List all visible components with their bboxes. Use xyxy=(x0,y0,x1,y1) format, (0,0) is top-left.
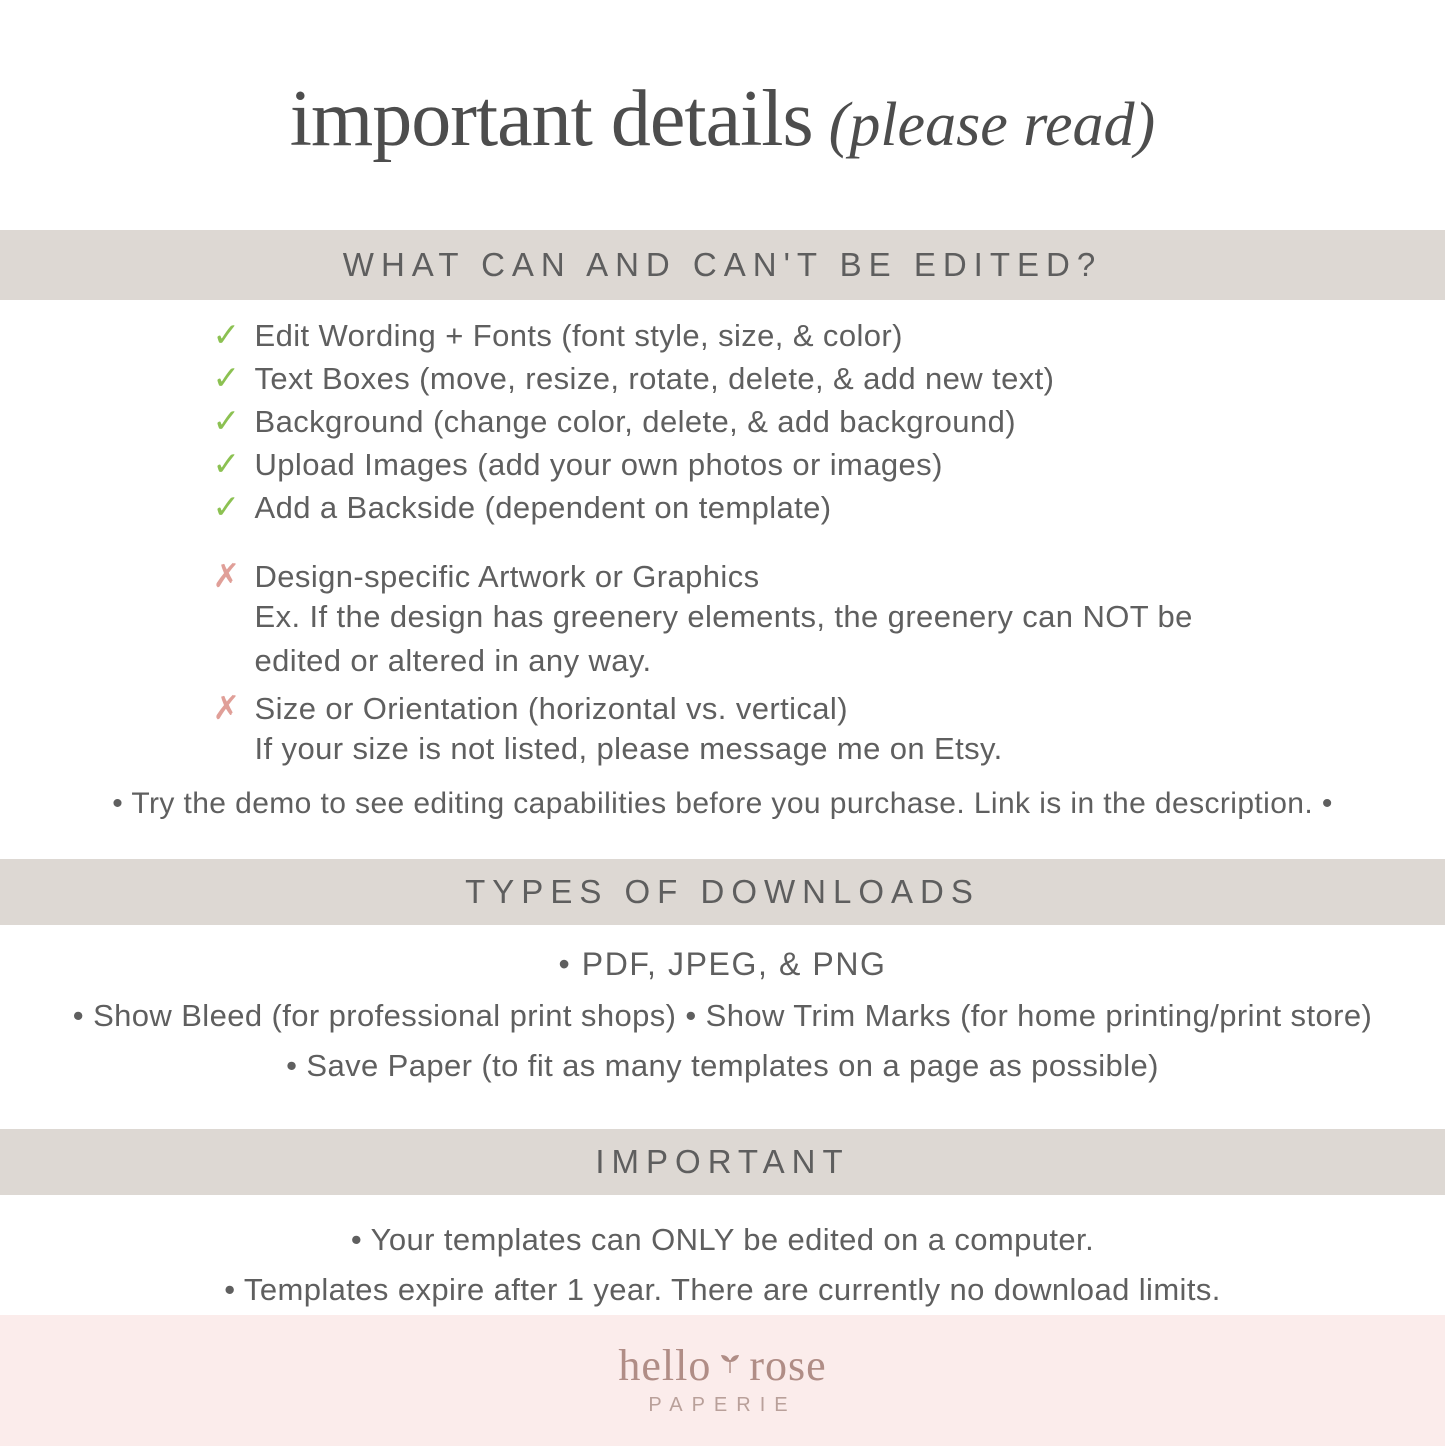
list-item-label: Upload Images (add your own photos or images) xyxy=(254,447,943,482)
leaf-icon xyxy=(717,1340,743,1384)
list-item xyxy=(213,404,1233,440)
check-icon: ✓ xyxy=(212,402,241,439)
section-header-downloads-label: TYPES OF DOWNLOADS xyxy=(465,872,980,910)
check-icon: ✓ xyxy=(212,445,241,482)
download-formats: • PDF, JPEG, & PNG xyxy=(558,945,887,982)
brand-name-first: hello xyxy=(618,1341,712,1390)
spacer-bottom xyxy=(0,1091,1445,1129)
can-edit-list xyxy=(0,300,1445,533)
important-note-expiry: • Templates expire after 1 year. There are currently no download limits. xyxy=(224,1271,1221,1307)
title-main: important details xyxy=(289,74,813,163)
cannot-edit-list xyxy=(0,533,1445,821)
brand-subtitle: PAPERIE xyxy=(648,1394,797,1416)
list-item-label: Background (change color, delete, & add background) xyxy=(254,404,1016,439)
list-item xyxy=(213,361,1233,397)
demo-note: • Try the demo to see editing capabilities before you purchase. Link is in the description. • xyxy=(112,787,1333,821)
list-item xyxy=(213,490,1233,526)
section-header-edit xyxy=(0,230,1445,300)
x-icon: ✗ xyxy=(212,689,241,727)
downloads-list xyxy=(0,925,1445,1091)
section-header-important-label: IMPORTANT xyxy=(595,1142,850,1180)
x-icon: ✗ xyxy=(212,557,241,594)
title-sub: (please read) xyxy=(828,90,1156,159)
check-icon: ✓ xyxy=(212,316,241,353)
section-header-important xyxy=(0,1129,1445,1195)
list-item-label: Edit Wording + Fonts (font style, size, & color) xyxy=(254,318,903,353)
check-icon: ✓ xyxy=(212,359,241,396)
list-item-note: Ex. If the design has greenery elements, the greenery can NOT be edited or altered in any way. xyxy=(254,599,1193,679)
footer-brand-bar xyxy=(0,1315,1445,1446)
check-icon: ✓ xyxy=(212,488,241,525)
important-note-computer: • Your templates can ONLY be edited on a computer. xyxy=(350,1221,1095,1257)
list-item-label: Design-specific Artwork or Graphics xyxy=(254,559,760,594)
list-item xyxy=(213,691,1233,727)
list-item xyxy=(213,447,1233,483)
section-header-edit-label: WHAT CAN AND CAN'T BE EDITED? xyxy=(342,246,1103,283)
list-item-label: Text Boxes (move, resize, rotate, delete, & add new text) xyxy=(254,361,1055,396)
download-save-paper: • Save Paper (to fit as many templates on a page as possible) xyxy=(286,1047,1159,1083)
brand-name-second: rose xyxy=(749,1341,827,1390)
title-line xyxy=(290,74,1155,165)
brand-logo xyxy=(618,1341,827,1390)
list-item xyxy=(213,318,1233,354)
list-item-note: If your size is not listed, please message me on Etsy. xyxy=(254,731,1003,767)
important-list xyxy=(0,1195,1445,1315)
list-item xyxy=(213,559,1233,595)
list-item-label: Size or Orientation (horizontal vs. vertical) xyxy=(254,691,848,727)
list-item-label: Add a Backside (dependent on template) xyxy=(254,490,832,525)
spacer-top xyxy=(0,821,1445,859)
page-title xyxy=(0,0,1445,230)
section-header-downloads xyxy=(0,859,1445,925)
download-options: • Show Bleed (for professional print shops) • Show Trim Marks (for home printing/print store) xyxy=(72,997,1373,1033)
